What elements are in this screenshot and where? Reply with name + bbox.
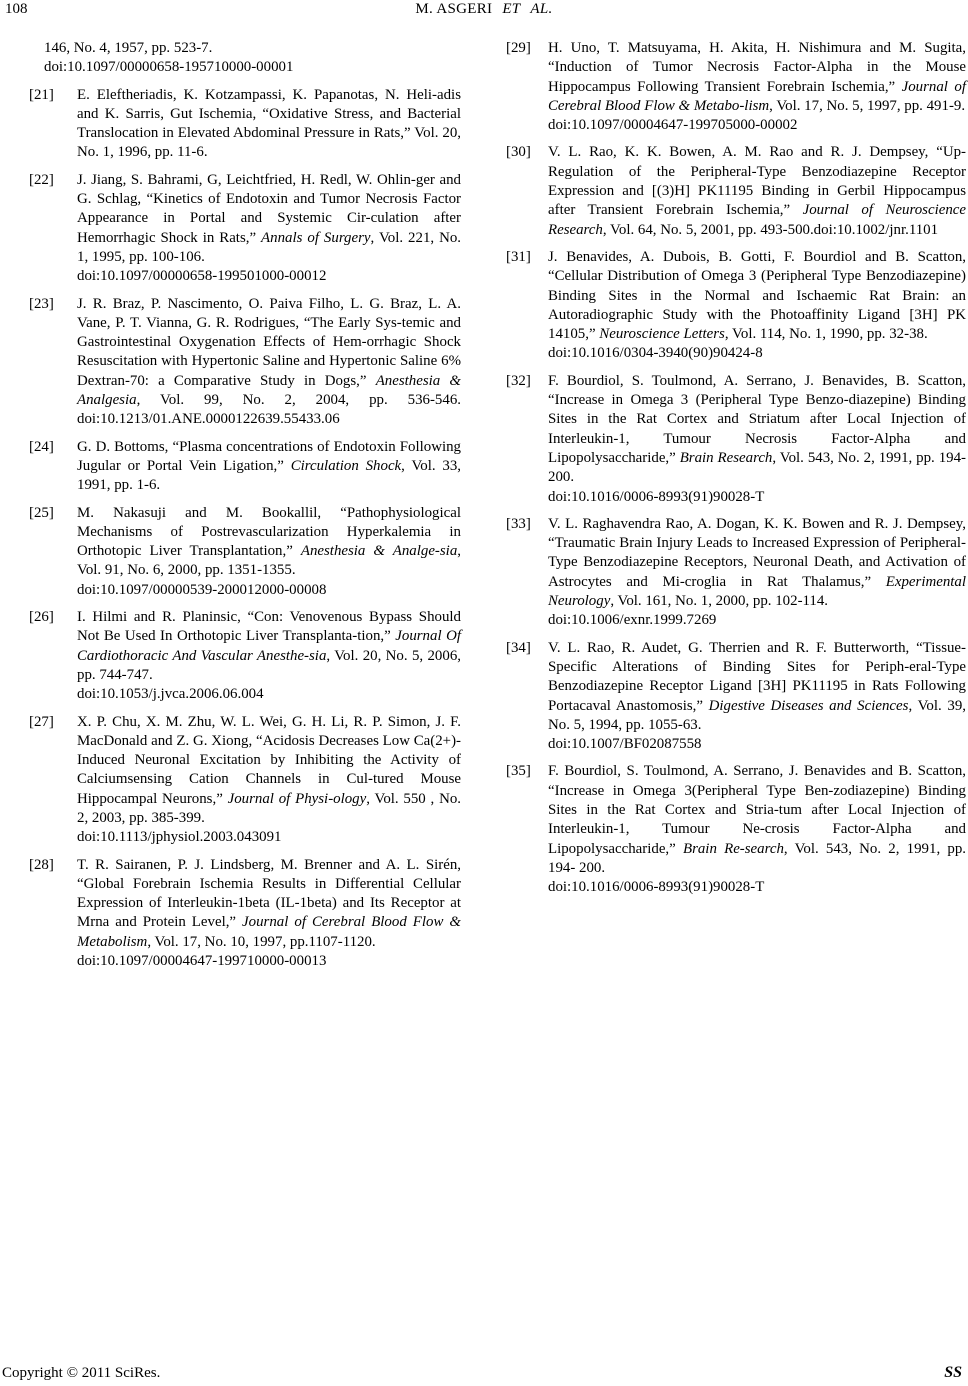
reference-journal: Annals of Surgery <box>261 229 371 246</box>
reference-number: [35] <box>506 763 531 780</box>
reference-journal: Brain Re-search <box>682 840 784 857</box>
reference-details: , Vol. 91, No. 6, 2000, pp. 1351-1355. <box>77 543 461 579</box>
reference-doi: doi:10.1113/jphysiol.2003.043091 <box>77 829 282 846</box>
reference-details: , Vol. 39, No. 5, 1994, pp. 1055-63. <box>548 697 966 733</box>
reference-details: , Vol. 543, No. 2, 1991, pp. 194- 200. <box>548 840 966 876</box>
reference-25 <box>29 504 461 600</box>
reference-details: , Vol. 33, 1991, pp. 1-6. <box>77 457 462 494</box>
reference-details: , Vol. 64, No. 5, 2001, pp. 493-500.doi:10.1002/jnr.1101 <box>602 221 939 238</box>
reference-21 <box>29 86 461 163</box>
running-head-author: M. ASGERI <box>415 1 493 17</box>
page-number: 108 <box>5 1 28 17</box>
reference-journal: Journal Of Cardiothoracic And Vascular Anesthe-sia <box>77 628 462 664</box>
running-head <box>0 1 968 18</box>
reference-text: V. L. Rao, K. K. Bowen, A. M. Rao and R. J. Dempsey, “Up-Regulation of the Peripheral-Type Benzodiazepine Receptor Expression and [(3)H] PK11195 Binding in Gerbil Hippocampus after Transient Forebrain Ischemia,” <box>548 144 966 219</box>
reference-doi: doi:10.1016/0006-8993(91)90028-T <box>548 488 765 505</box>
reference-number: [25] <box>29 504 54 521</box>
reference-journal: Experimental Neurology <box>548 573 966 610</box>
reference-30 <box>508 143 966 239</box>
reference-number: [24] <box>29 438 54 455</box>
reference-doi: doi:10.1016/0006-8993(91)90028-T <box>548 879 765 896</box>
reference-number: [27] <box>29 713 54 730</box>
reference-text: V. L. Raghavendra Rao, A. Dogan, K. K. Bowen and R. J. Dempsey, “Traumatic Brain Injury Leads to Increased Expression of Peripheral-Type Benzodiazepine Receptors, Neuronal Death, and Activation of Astrocytes and Mi-croglia in Rat Thalamus,” <box>548 515 966 590</box>
reference-doi: doi:10.1016/0304-3940(90)90424-8 <box>548 345 763 362</box>
reference-details: , Vol. 543, No. 2, 1991, pp. 194- 200. <box>548 449 966 486</box>
reference-details: , Vol. 99, No. 2, 2004, pp. 536-546. doi:10.1213/01.ANE.0000122639.55433.06 <box>77 392 461 428</box>
reference-number: [33] <box>506 515 531 532</box>
reference-doi: doi:10.1097/00004647-199710000-00013 <box>77 953 327 970</box>
reference-journal: Digestive Diseases and Sciences <box>708 697 909 714</box>
reference-26 <box>29 608 462 704</box>
reference-33 <box>508 515 966 631</box>
reference-journal: Journal of Physi-ology <box>227 790 367 807</box>
reference-23 <box>29 295 461 430</box>
reference-22 <box>29 171 462 287</box>
reference-number: [22] <box>29 171 54 188</box>
reference-number: [31] <box>506 248 531 265</box>
footer-copyright: Copyright © 2011 SciRes. <box>2 1365 161 1381</box>
reference-text: J. R. Braz, P. Nascimento, O. Paiva Filho, L. G. Braz, L. A. Vane, P. T. Vianna, G. R. Rodrigues, “The Early Sys-temic and Gastrointestinal Oxygenation Effects of Hem-orrhagic Shock Resuscitation with Hypertonic Saline and Hypertonic Saline 6% Dextran-70: a Comparative Study in Dogs,” <box>77 295 461 389</box>
reference-doi: doi:10.1097/00000539-200012000-00008 <box>77 581 327 598</box>
reference-text: E. Eleftheriadis, K. Kotzampassi, K. Papanotas, N. Heli-adis and K. Sarris, Gut Ischemia, “Oxidative Stress, and Bacterial Translocation in Elevated Abdominal Pressure in Rats,” Vol. 20, No. 1, 1996, pp. 11-6. <box>77 86 461 161</box>
reference-number: [30] <box>506 144 531 161</box>
reference-journal: Brain Research <box>679 449 773 466</box>
reference-text: X. P. Chu, X. M. Zhu, W. L. Wei, G. H. Li, R. P. Simon, J. F. MacDonald and Z. G. Xiong, “Acidosis Decreases Low Ca(2+)-Induced Neuronal Excitation by Inhibiting the Activity of Calciumsensing Cation Channels in Cul-tured Mouse Hippocampal Neurons,” <box>77 713 461 807</box>
reference-journal: Journal of Cerebral Blood Flow & Metabo-lism <box>548 78 966 114</box>
reference-details: , Vol. 20, No. 5, 2006, pp. 744-747. <box>77 647 461 683</box>
right-reference-column <box>508 39 966 905</box>
reference-text: F. Bourdiol, S. Toulmond, A. Serrano, J. Benavides and B. Scatton, “Increase in Omega 3(Peripheral Type Ben-zodiazepine) Binding Sites in the Rat Cortex and Stria-tum after Local Injection of Interleukin-1, Tumour Ne-crosis Factor-Alpha and Lipopolysaccharide,” <box>548 763 966 857</box>
reference-text: I. Hilmi and R. Planinsic, “Con: Venovenous Bypass Should Not Be Used In Orthotopic Liver Transplanta-tion,” <box>77 609 461 645</box>
reference-text: F. Bourdiol, S. Toulmond, A. Serrano, J. Benavides, B. Scatton, “Increase in Omega 3 (Peripheral Type Benzo-diazepine) Binding Sites in the Rat Cortex and Striatum after Local Injection of Interleukin-1, Tumour Necrosis Factor-Alpha and Lipopolysaccharide,” <box>548 372 966 466</box>
reference-35 <box>508 762 966 897</box>
reference-journal: Journal of Cerebral Blood Flow & Metabolism <box>77 914 461 950</box>
reference-doi: doi:10.1097/00000658-195710000-00001 <box>44 59 294 76</box>
running-head-et: ET <box>502 1 521 17</box>
reference-doi: doi:10.1097/00000658-199501000-00012 <box>77 268 327 285</box>
reference-journal: Neuroscience Letters <box>599 326 725 343</box>
reference-doi: doi:10.1006/exnr.1999.7269 <box>548 612 717 629</box>
reference-journal: Journal of Neuroscience Research <box>548 202 966 238</box>
reference-details: , Vol. 221, No. 1, 1995, pp. 100-106. <box>77 229 462 265</box>
reference-number: [29] <box>506 40 531 56</box>
reference-text: M. Nakasuji and M. Bookallil, “Pathophysiological Mechanisms of Postrevascularization Hyperkalemia in Orthotopic Liver Transplantation,” <box>77 504 461 560</box>
reference-number: [32] <box>506 372 531 389</box>
reference-text: V. L. Rao, R. Audet, G. Therrien and R. F. Butterworth, “Tissue-Specific Alterations of Binding Sites for Periph-eral-Type Benzodiazepine Receptor Ligand [3H] PK11195 in Rats Following Portacaval Anastomosis,” <box>548 639 966 714</box>
reference-doi: doi:10.1097/00004647-199705000-00002 <box>548 117 798 134</box>
reference-journal: Anesthesia & Analge-sia <box>300 543 458 560</box>
reference-details: , Vol. 114, No. 1, 1990, pp. 32-38. <box>724 326 928 343</box>
reference-journal: Circulation Shock <box>290 457 402 474</box>
reference-text: H. Uno, T. Matsuyama, H. Akita, H. Nishimura and M. Sugita, “Induction of Tumor Necrosis Factor-Alpha in the Mouse Hippocampus Following Transient Forebrain Ischemia,” <box>548 40 966 95</box>
reference-27 <box>29 713 461 848</box>
reference-text: 146, No. 4, 1957, pp. 523-7. <box>44 40 213 56</box>
reference-text: T. R. Sairanen, P. J. Lindsberg, M. Brenner and A. L. Sirén, “Global Forebrain Ischemia Results in Differential Cellular Expression of Interleukin-1beta (IL-1beta) and Its Receptor at Mrna and Protein Level,” <box>77 856 461 931</box>
reference-number: [23] <box>29 295 54 312</box>
reference-34 <box>508 639 966 755</box>
reference-doi: doi:10.1053/j.jvca.2006.06.004 <box>77 686 264 703</box>
reference-journal: Anesthesia & Analgesia <box>77 372 461 409</box>
footer-journal-abbrev: SS <box>944 1364 962 1381</box>
reference-number: [21] <box>29 86 54 103</box>
running-head-al: AL. <box>530 1 553 17</box>
reference-28 <box>29 856 461 972</box>
reference-32 <box>508 372 966 507</box>
reference-details: , Vol. 161, No. 1, 2000, pp. 102-114. <box>610 593 829 610</box>
reference-details: , Vol. 550 , No. 2, 2003, pp. 385-399. <box>77 790 461 826</box>
left-reference-column <box>29 39 462 979</box>
reference-number: [34] <box>506 639 531 656</box>
reference-details: , Vol. 17, No. 5, 1997, pp. 491-9. <box>769 97 966 114</box>
reference-31 <box>508 248 966 364</box>
reference-continuation <box>33 39 461 78</box>
reference-number: [26] <box>29 609 54 626</box>
reference-details: , Vol. 17, No. 10, 1997, pp.1107-1120. <box>147 933 376 950</box>
reference-text: J. Benavides, A. Dubois, B. Gotti, F. Bourdiol and B. Scatton, “Cellular Distribution of Omega 3 (Peripheral Type Benzodiazepine) Binding Sites in the Normal and Ischaemic Rat Brain: an Autoradiographic Study with the Photoaffinity Ligand [3H] PK 14105,” <box>548 248 966 343</box>
reference-29 <box>508 39 966 135</box>
reference-text: J. Jiang, S. Bahrami, G, Leichtfried, H. Redl, W. Ohlin-ger and G. Schlag, “Kinetics of Endotoxin and Tumor Necrosis Factor Appearance in Portal and Systemic Cir-culation after Hemorrhagic Shock in Rats,” <box>77 171 461 246</box>
reference-24 <box>29 438 462 496</box>
reference-doi: doi:10.1007/BF02087558 <box>548 736 702 753</box>
reference-number: [28] <box>29 856 54 873</box>
reference-text: G. D. Bottoms, “Plasma concentrations of Endotoxin Following Jugular or Portal Vein Ligation,” <box>77 438 461 474</box>
